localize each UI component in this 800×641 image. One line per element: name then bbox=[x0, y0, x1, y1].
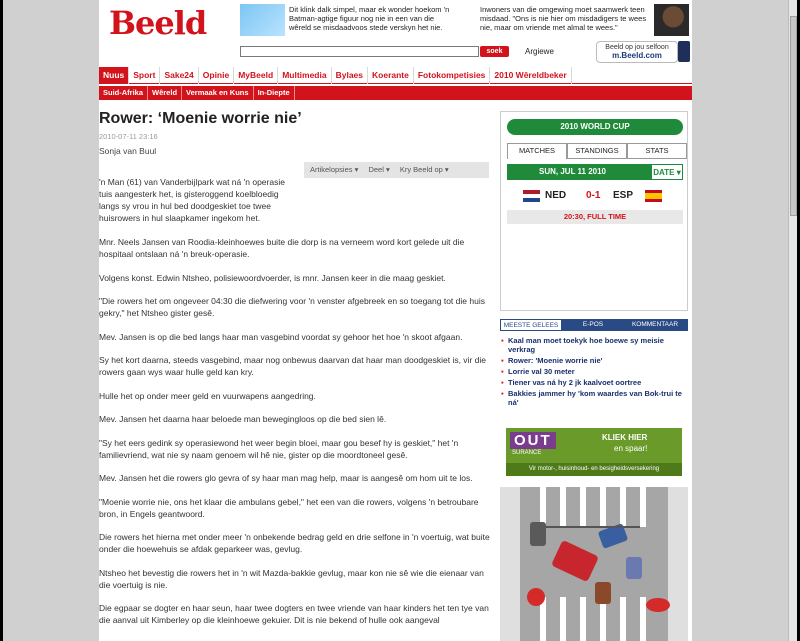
ad-brand-sub: SURANCE bbox=[512, 450, 542, 456]
subnav-item-wereld[interactable]: Wêreld bbox=[148, 86, 182, 100]
home-team: NED bbox=[545, 190, 567, 201]
ad-cta-secondary: en spaar! bbox=[614, 444, 648, 453]
match-date-bar bbox=[507, 164, 683, 180]
nav-item-sake24[interactable]: Sake24 bbox=[160, 67, 198, 84]
scrollbar-thumb[interactable] bbox=[790, 16, 797, 216]
nav-item-koerante[interactable]: Koerante bbox=[368, 67, 414, 84]
away-team: ESP bbox=[613, 190, 634, 201]
nav-item-mybeeld[interactable]: MyBeeld bbox=[234, 67, 278, 84]
search-input[interactable] bbox=[240, 46, 479, 57]
most-read-list bbox=[500, 336, 688, 409]
article-lead: 'n Man (61) van Vanderbijlpark wat ná 'n operasie tuis aangesterk het, is gisteroggend koelbloedig langs sy vrou in hul bed doodgeskiet toe twee huisrowers in hul slaapkamer ingekom het. bbox=[99, 177, 285, 223]
list-item[interactable]: ▪ Kaal man moet toekyk hoe boewe sy meisie verkrag bbox=[500, 336, 688, 354]
article-paragraph: Ntsheo het bevestig die rowers het in 'n wit Mazda-bakkie gevlug, maar kon nie sê wie die eienaar van die voertuig is nie. bbox=[99, 567, 484, 590]
mobile-promo-url: m.Beeld.com bbox=[612, 51, 662, 60]
phone-icon bbox=[678, 41, 690, 62]
article-paragraph: "Moenie worrie nie, ons het klaar die ambulans gebel," het een van die rowers, volgens 'n betroubare bron, in Engels geantwoord. bbox=[99, 496, 479, 519]
promo-thumbnail bbox=[654, 4, 689, 36]
nav-item-bylaes[interactable]: Bylaes bbox=[332, 67, 368, 84]
nav-item-sport[interactable]: Sport bbox=[129, 67, 160, 84]
traffic-illustration bbox=[500, 487, 688, 641]
article-tools bbox=[304, 162, 489, 178]
site-header bbox=[99, 0, 692, 66]
worldcup-widget bbox=[500, 111, 688, 311]
article-paragraph: Mev. Jansen het die rowers glo gevra of sy haar man mag help, maar is aangesê om hom uit te los. bbox=[99, 473, 473, 483]
mobile-promo-line1: Beeld op jou selfoon bbox=[605, 44, 669, 51]
article-paragraph: Die egpaar se dogter en haar seun, haar twee dogters en twee vriende van haar kinders het ten tye van die aanval uit Kimberley op die kleinhoewe gekuier. Dit is nie bekend of hulle ook aangeval bbox=[99, 603, 489, 625]
article-timestamp: 2010-07-11 23:16 bbox=[99, 132, 158, 141]
article-paragraph: Die rowers het hierna met onder meer 'n onbekende bedrag geld en drie selfone in 'n voertuig, wat buite onder die hoewehuis se afdak geparkeer was, gevlug. bbox=[99, 532, 490, 554]
subnav-item-suid-afrika[interactable]: Suid-Afrika bbox=[99, 86, 148, 100]
article-body bbox=[99, 236, 491, 638]
list-item[interactable]: ▪ Tiener vas ná hy 2 jk kaalvoet oortree bbox=[500, 378, 688, 387]
date-dropdown[interactable]: DATE ▾ bbox=[651, 164, 683, 180]
ad-footer: Vir motor-, huisinhoud- en besigheidsversekering bbox=[506, 463, 682, 476]
article-paragraph: Mnr. Neels Jansen van Roodia-kleinhoewes buite die dorp is na verneem word kort gelede uit die hospitaal ontslaan ná 'n breuk-operasie. bbox=[99, 237, 465, 259]
archive-link[interactable]: Argiewe bbox=[525, 47, 554, 56]
subnav-item-vermaak[interactable]: Vermaak en Kuns bbox=[182, 86, 254, 100]
sub-nav bbox=[99, 86, 692, 100]
spain-flag-icon bbox=[645, 190, 662, 202]
article-paragraph: Mev. Jansen het daarna haar beloede man bewegingloos op die bed sien lê. bbox=[99, 414, 387, 424]
match-result[interactable] bbox=[501, 186, 689, 206]
netherlands-flag-icon bbox=[523, 190, 540, 202]
list-item[interactable]: ▪ Bakkies jammer hy 'kom waardes van Bok-trui te ná' bbox=[500, 389, 688, 407]
nav-item-multimedia[interactable]: Multimedia bbox=[278, 67, 331, 84]
tab-stats[interactable]: STATS bbox=[627, 143, 687, 159]
promo-text: Dit klink dalk simpel, maar ek wonder hoekom 'n Batman-agtige figuur nog nie in een van die wêreld se misdaadvoos stede verskyn het nie. bbox=[289, 5, 450, 32]
article-title: Rower: ‘Moenie worrie nie’ bbox=[99, 110, 302, 127]
main-nav bbox=[99, 67, 692, 84]
nav-item-fotokompetisies[interactable]: Fotokompetisies bbox=[414, 67, 491, 84]
tab-email[interactable]: E-POS bbox=[582, 321, 604, 328]
article-paragraph: "Die rowers het om ongeveer 04:30 die diefwering voor 'n venster afgebreek en so toegang tot die huis gekry," het Ntsheo gister gesê. bbox=[99, 296, 485, 318]
get-beeld-menu[interactable]: Kry Beeld op ▾ bbox=[399, 165, 449, 174]
search-button[interactable]: soek bbox=[480, 46, 509, 57]
article-paragraph: Volgens konst. Edwin Ntsheo, polisiewoordvoerder, is mnr. Jansen keer in die maag geskiet. bbox=[99, 272, 446, 283]
ad-brand: OUT bbox=[510, 432, 556, 449]
header-promo-batman[interactable] bbox=[240, 4, 460, 36]
tab-most-read[interactable]: MEESTE GELEES bbox=[500, 319, 562, 331]
mobile-promo[interactable] bbox=[596, 41, 678, 63]
promo-text: Inwoners van die omgewing moet saamwerk teen misdaad. "Ons is nie hier om misdadigers te wees nie, maar om vriende met almal te wees." bbox=[480, 5, 647, 32]
list-item[interactable]: ▪ Rower: 'Moenie worrie nie' bbox=[500, 356, 688, 365]
match-date: SUN, JUL 11 2010 bbox=[539, 167, 607, 176]
vertical-scrollbar[interactable] bbox=[788, 0, 797, 641]
worldcup-tabs bbox=[507, 143, 689, 159]
sidebar-tabs bbox=[500, 319, 688, 331]
article-paragraph: Mev. Jansen is op die bed langs haar man vasgebind voordat sy gehoor het hoe 'n skoot afgaan. bbox=[99, 331, 463, 342]
outsurance-ad[interactable] bbox=[506, 428, 682, 476]
article-author: Sonja van Buul bbox=[99, 146, 157, 156]
tab-comments[interactable]: KOMMENTAAR bbox=[631, 321, 679, 328]
article-paragraph: Hulle het op onder meer geld en vuurwapens aangedring. bbox=[99, 390, 316, 401]
subnav-item-in-diepte[interactable]: In-Diepte bbox=[254, 86, 295, 100]
worldcup-title[interactable]: 2010 WORLD CUP bbox=[507, 119, 683, 135]
nav-item-wereldbeker[interactable]: 2010 Wêreldbeker bbox=[490, 67, 571, 84]
article-paragraph: Sy het kort daarna, steeds vasgebind, maar nog onbewus daarvan dat haar man doodgeskiet is, vir die rowers gaan wys waar hulle geld kan kry. bbox=[99, 355, 486, 377]
nav-item-nuus[interactable]: Nuus bbox=[99, 67, 129, 84]
tab-matches[interactable]: MATCHES bbox=[507, 143, 567, 159]
article bbox=[99, 110, 489, 156]
page bbox=[99, 0, 692, 641]
match-status: 20:30, FULL TIME bbox=[507, 210, 683, 224]
traffic-ad-image[interactable] bbox=[500, 487, 688, 641]
header-promo-crime[interactable] bbox=[474, 4, 689, 36]
article-paragraph: "Sy het eers gedink sy operasiewond het weer begin bloei, maar gou besef hy is geskiet," het 'n familievriend, wat nie sy naam genoem wil hê nie, gister op die moordtoneel gesê. bbox=[99, 437, 459, 460]
share-menu[interactable]: Deel ▾ bbox=[368, 165, 390, 174]
right-gutter bbox=[692, 0, 788, 641]
left-gutter bbox=[3, 0, 99, 641]
list-item[interactable]: ▪ Lorrie val 30 meter bbox=[500, 367, 688, 376]
nav-item-opinie[interactable]: Opinie bbox=[199, 67, 234, 84]
beeld-logo[interactable]: Beeld bbox=[109, 4, 207, 42]
match-score: 0-1 bbox=[586, 190, 601, 201]
right-column bbox=[500, 111, 692, 641]
ad-cta: KLIEK HIER bbox=[602, 433, 648, 442]
promo-thumbnail bbox=[240, 4, 285, 36]
tab-standings[interactable]: STANDINGS bbox=[567, 143, 627, 159]
article-options-menu[interactable]: Artikelopsies ▾ bbox=[310, 165, 359, 174]
